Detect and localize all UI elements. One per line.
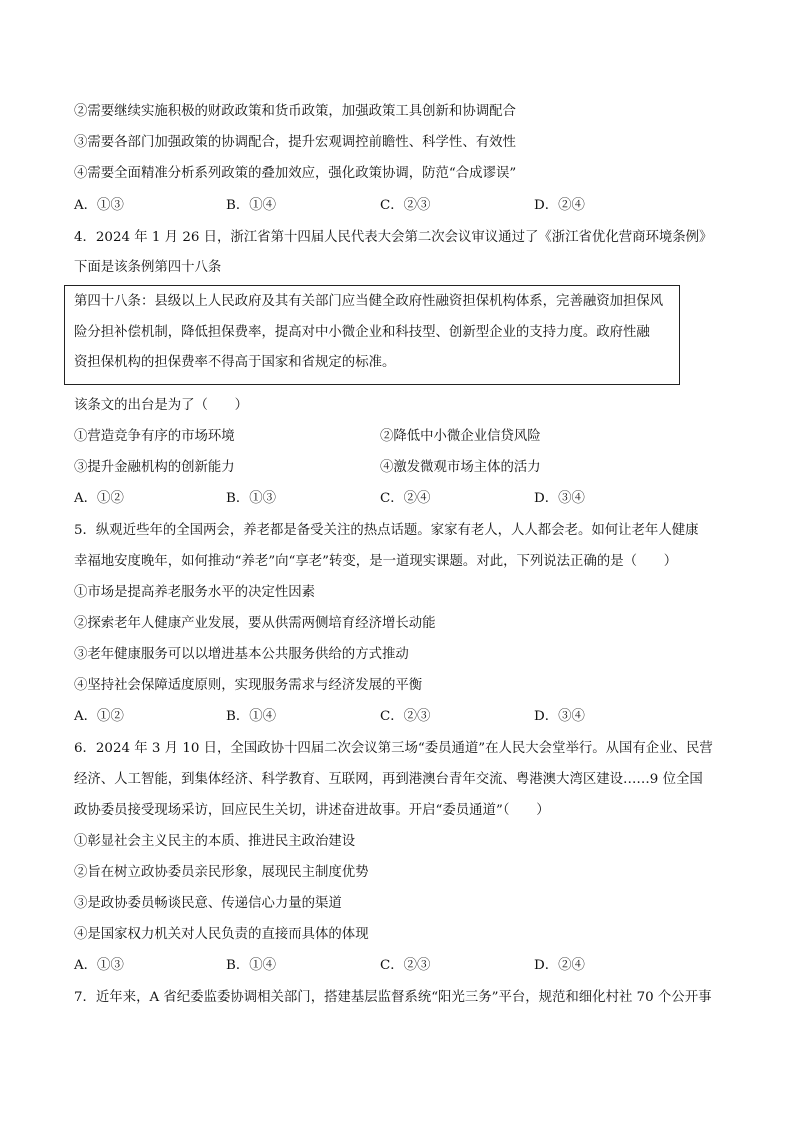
q6-option-3: ③是政协委员畅谈民意、传递信心力量的渠道 <box>74 896 342 911</box>
q4-excerpt-box <box>64 285 680 385</box>
q6-choice-b[interactable]: B．①④ <box>226 958 277 973</box>
q4-options-row-1 <box>74 427 734 447</box>
q4-choice-c[interactable]: C．②④ <box>380 491 431 506</box>
q4-question: 该条文的出台是为了（ ） <box>74 398 249 413</box>
q4-options-row-2 <box>74 458 734 478</box>
q6-option-4: ④是国家权力机关对人民负责的直接而具体的体现 <box>74 927 369 942</box>
q5-choice-b[interactable]: B．①④ <box>226 709 277 724</box>
q5-option-3: ③老年健康服务可以以增进基本公共服务供给的方式推动 <box>74 647 409 662</box>
q4-excerpt-line-2: 险分担补偿机制，降低担保费率，提高对中小微企业和科技型、创新型企业的支持力度。政府性融 <box>74 325 650 340</box>
q4-choice-d[interactable]: D．③④ <box>534 491 585 506</box>
q5-option-1: ①市场是提高养老服务水平的决定性因素 <box>74 585 316 600</box>
q4-stem-line-2: 下面是该条例第四十八条 <box>74 260 222 275</box>
q5-choice-a[interactable]: A．①② <box>74 709 124 724</box>
q6-choice-a[interactable]: A．①③ <box>74 958 124 973</box>
q6-stem-line-3: 政协委员接受现场采访，回应民生关切，讲述奋进故事。开启“委员通道”（ ） <box>74 803 550 818</box>
q5-choice-c[interactable]: C．②③ <box>380 709 431 724</box>
q3-choice-a[interactable]: A．①③ <box>74 198 124 213</box>
q6-choice-c[interactable]: C．②③ <box>380 958 431 973</box>
q3-choice-c[interactable]: C．②③ <box>380 198 431 213</box>
q3-choice-d[interactable]: D．②④ <box>534 198 585 213</box>
q6-stem-line-1: 6．2024 年 3 月 10 日，全国政协十四届二次会议第三场“委员通道”在人民大会堂举行。从国有企业、民营 <box>74 741 713 756</box>
q7-stem-line-1: 7．近年来，A 省纪委监委协调相关部门，搭建基层监督系统“阳光三务”平台，规范和细化村社 70 个公开事 <box>74 990 712 1005</box>
q3-option-3: ③需要各部门加强政策的协调配合，提升宏观调控前瞻性、科学性、有效性 <box>74 135 516 150</box>
q3-choices <box>74 196 734 216</box>
q4-choices <box>74 489 734 509</box>
q4-excerpt-line-3: 资担保机构的担保费率不得高于国家和省规定的标准。 <box>74 355 396 370</box>
q4-stem-line-1: 4．2024 年 1 月 26 日，浙江省第十四届人民代表大会第二次会议审议通过了《浙江省优化营商环境条例》 <box>74 230 713 245</box>
q3-choice-b[interactable]: B．①④ <box>226 198 277 213</box>
q5-option-4: ④坚持社会保障适度原则，实现服务需求与经济发展的平衡 <box>74 678 423 693</box>
q4-option-4: ④激发微观市场主体的活力 <box>380 460 541 475</box>
q4-option-1: ①营造竞争有序的市场环境 <box>74 429 235 444</box>
q6-choice-d[interactable]: D．②④ <box>534 958 585 973</box>
q6-option-1: ①彰显社会主义民主的本质、推进民主政治建设 <box>74 834 356 849</box>
q6-choices <box>74 956 734 976</box>
q5-stem-line-2: 幸福地安度晚年，如何推动“养老”向“享老”转变，是一道现实课题。对此，下列说法正确的是（ ） <box>74 554 678 569</box>
q3-option-4: ④需要全面精准分析系列政策的叠加效应，强化政策协调，防范“合成谬误” <box>74 166 517 181</box>
q4-excerpt-line-1: 第四十八条：县级以上人民政府及其有关部门应当健全政府性融资担保机构体系，完善融资加担保风 <box>74 294 664 309</box>
q6-stem-line-2: 经济、人工智能，到集体经济、科学教育、互联网，再到港澳台青年交流、粤港澳大湾区建设……9 位全国 <box>74 772 703 787</box>
q5-stem-line-1: 5．纵观近些年的全国两会，养老都是备受关注的热点话题。家家有老人，人人都会老。如何让老年人健康 <box>74 523 699 538</box>
q4-choice-a[interactable]: A．①② <box>74 491 124 506</box>
q4-choice-b[interactable]: B．①③ <box>226 491 277 506</box>
q5-option-2: ②探索老年人健康产业发展，要从供需两侧培育经济增长动能 <box>74 616 436 631</box>
q4-option-3: ③提升金融机构的创新能力 <box>74 460 235 475</box>
q5-choices <box>74 707 734 727</box>
q5-choice-d[interactable]: D．③④ <box>534 709 585 724</box>
q4-option-2: ②降低中小微企业信贷风险 <box>380 429 541 444</box>
q6-option-2: ②旨在树立政协委员亲民形象，展现民主制度优势 <box>74 865 369 880</box>
q3-option-2: ②需要继续实施积极的财政政策和货币政策，加强政策工具创新和协调配合 <box>74 104 516 119</box>
